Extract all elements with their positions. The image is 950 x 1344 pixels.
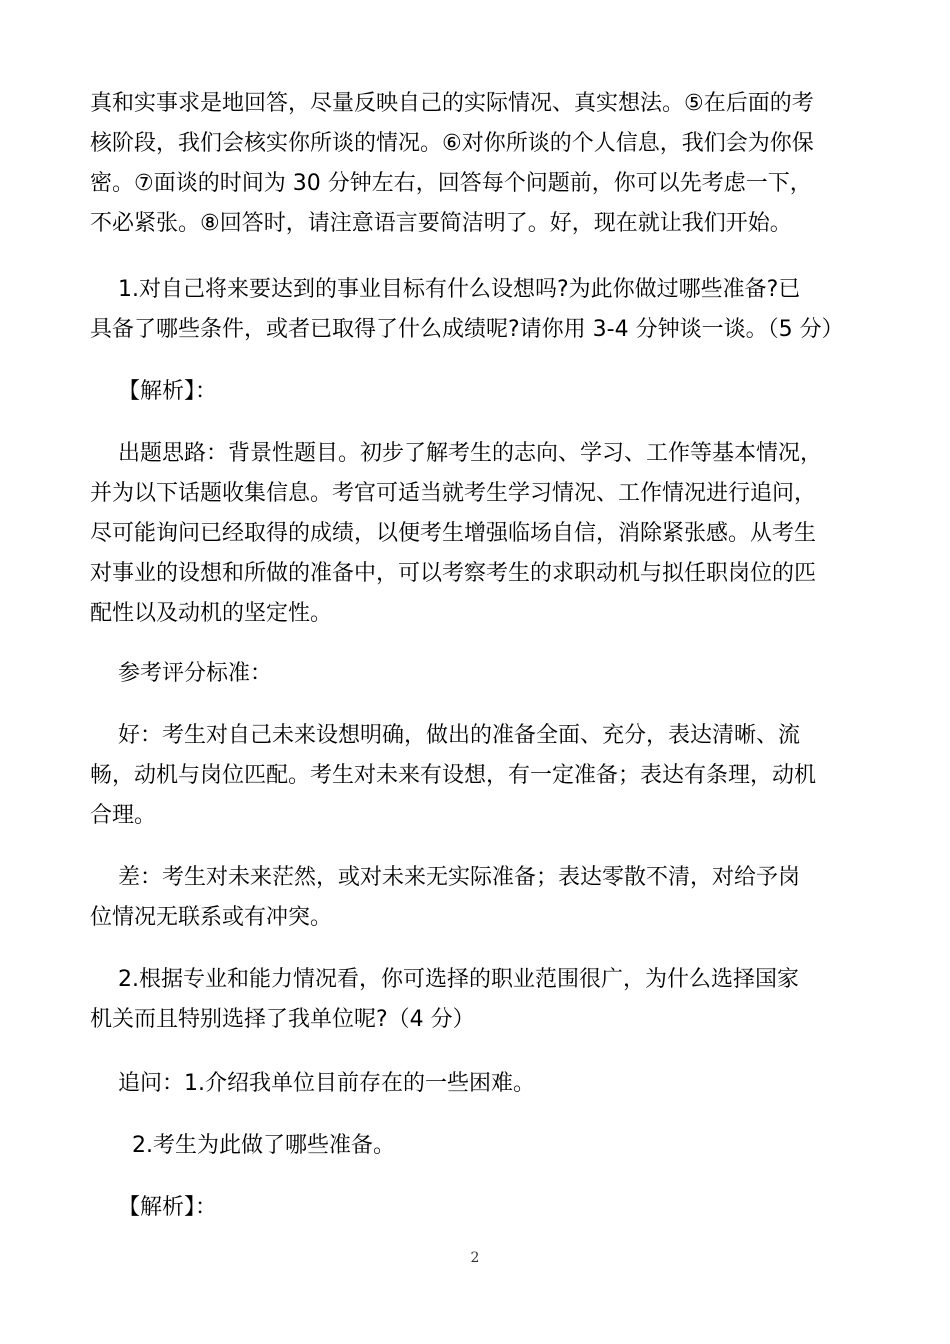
scoring-standard-heading: 参考评分标准：: [90, 661, 272, 686]
follow-up-2: 2.考生为此做了哪些准备。: [90, 1133, 395, 1158]
paragraph-intro-continued: 真和实事求是地回答，尽量反映自己的实际情况、真实想法。⑤在后面的考 核阶段，我们会核实你所谈的情况。⑥对你所谈的个人信息，我们会为你保 密。⑦面谈的时间为 30 分钟左右，回答每个问题前，你可以先考虑一下， 不必紧张。⑧回答时，请注意语言要简洁明了。好，现在就让我们开始。: [90, 91, 814, 236]
analysis-heading-2: 【解析】：: [90, 1195, 217, 1220]
scoring-good: 好：考生对自己未来设想明确，做出的准备全面、充分，表达清晰、流 畅，动机与岗位匹配。考生对未来有设想，有一定准备；表达有条理，动机 合理。: [90, 723, 817, 828]
analysis-heading-1: 【解析】：: [90, 379, 217, 404]
scoring-poor: 差：考生对未来茫然，或对未来无实际准备；表达零散不清，对给予岗 位情况无联系或有冲突。: [90, 865, 800, 930]
analysis-idea-1: 出题思路：背景性题目。初步了解考生的志向、学习、工作等基本情况， 并为以下话题收集信息。考官可适当就考生学习情况、工作情况进行追问， 尽可能询问已经取得的成绩，以便考生增强临场自信，消除紧张感。从考生 对事业的设想和所做的准备中，可以考察考生的求职动机与拟任职岗位的匹 配性以及动机的坚定性。: [90, 441, 822, 626]
question-2: 2.根据专业和能力情况看，你可选择的职业范围很广，为什么选择国家 机关而且特别选择了我单位呢?（4 分）: [90, 967, 799, 1032]
question-1: 1.对自己将来要达到的事业目标有什么设想吗?为此你做过哪些准备?已 具备了哪些条件，或者已取得了什么成绩呢?请你用 3-4 分钟谈一谈。（5 分）: [90, 277, 844, 342]
page-number: 2: [470, 1250, 480, 1266]
follow-up-1: 追问：1.介绍我单位目前存在的一些困难。: [90, 1071, 535, 1096]
